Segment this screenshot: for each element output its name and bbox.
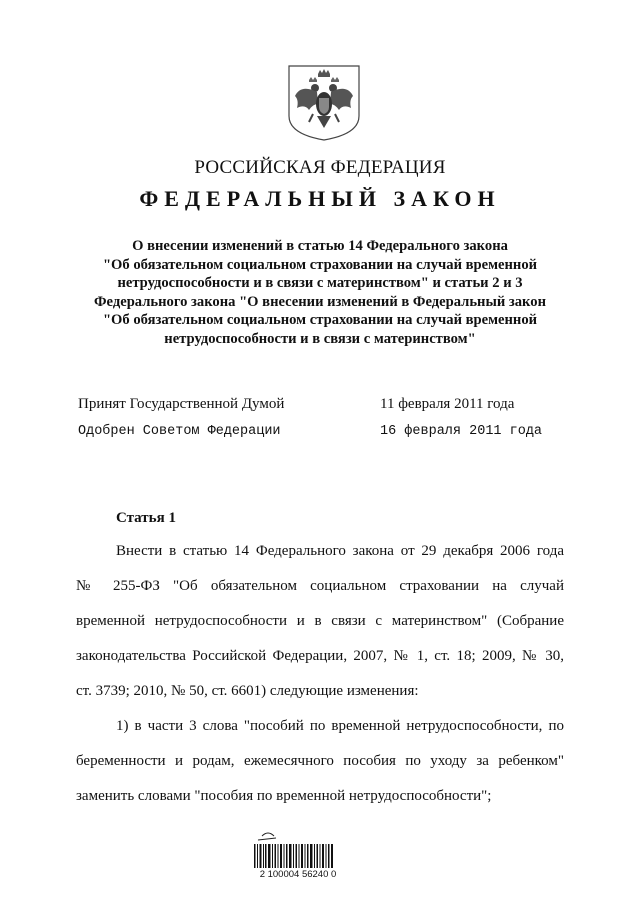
council-date: 16 февраля 2011 года [380,424,543,439]
law-title-line: "Об обязательном социальном страховании на случай временной [102,256,538,273]
item-1-line: беременности и родам, ежемесячного пособия по уходу за ребенком" [76,753,564,769]
article-paragraph-line: № 255-ФЗ "Об обязательном социальном страховании на случай [76,578,564,594]
law-title-line: "Об обязательном социальном страховании на случай временной [102,312,538,328]
coat-of-arms-emblem [287,64,361,142]
duma-label: Принят Государственной Думой [78,396,285,412]
article-paragraph-line: законодательства Российской Федерации, 2007, № 1, ст. 18; 2009, № 30, [76,648,564,664]
article-paragraph-line: Внести в статью 14 Федерального закона от 29 декабря 2006 года [116,543,564,559]
article-paragraph-line: временной нетрудоспособности и в связи с материнством" (Собрание [76,613,564,629]
law-title-line: нетрудоспособности и в связи с материнством" [164,330,476,347]
law-title-line: нетрудоспособности и в связи с материнством" и статьи 2 и 3 [117,275,523,291]
law-title-line: О внесении изменений в статью 14 Федерального закона [132,238,508,254]
law-type-heading: ФЕДЕРАЛЬНЫЙ ЗАКОН [139,186,501,211]
item-1-line: 1) в части 3 слова "пособий по временной нетрудоспособности, по [116,718,564,734]
article-paragraph-line: ст. 3739; 2010, № 50, ст. 6601) следующие изменения: [76,683,419,699]
law-title-line: Федерального закона "О внесении изменений в Федеральный закон [94,293,546,310]
duma-date: 11 февраля 2011 года [380,396,515,412]
council-label: Одобрен Советом Федерации [78,424,281,439]
barcode-number: 2 100004 56240 0 [259,869,337,880]
article-heading: Статья 1 [116,510,176,526]
country-name: РОССИЙСКАЯ ФЕДЕРАЦИЯ [194,157,446,178]
barcode [248,830,340,870]
law-title [60,237,580,348]
item-1-line: заменить словами "пособия по временной нетрудоспособности"; [76,788,492,804]
